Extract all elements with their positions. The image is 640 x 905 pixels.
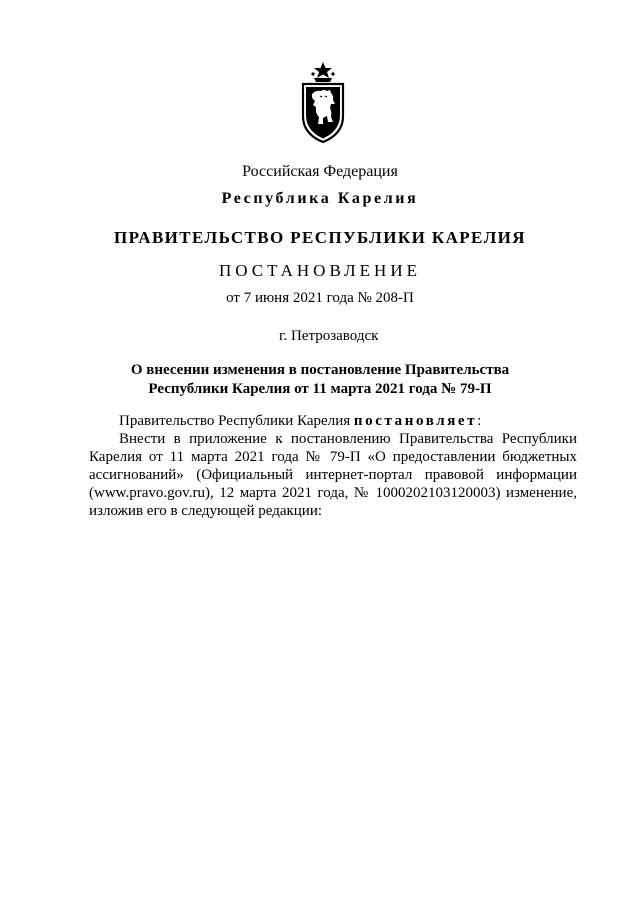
republic-name: Республика Карелия [221,190,419,207]
government-title: ПРАВИТЕЛЬСТВО РЕСПУБЛИКИ КАРЕЛИЯ [114,228,526,247]
document-date-number: от 7 июня 2021 года № 208-П [226,290,414,306]
document-title-line-2: Республики Карелия от 11 марта 2021 года № 79-П [148,381,492,397]
coat-of-arms-icon [297,60,349,144]
document-title [0,361,640,399]
country-name: Российская Федерация [242,163,398,180]
document-type: ПОСТАНОВЛЕНИЕ [218,261,421,280]
document-title-line-1: О внесении изменения в постановление Правительства [130,362,510,378]
intro-paragraph [89,412,577,430]
document-body [89,412,577,520]
intro-emphasis: постановляет [353,413,478,429]
intro-prefix: Правительство Республики Карелия [119,413,354,429]
document-city: г. Петрозаводск [279,328,379,344]
main-paragraph: Внести в приложение к постановлению Правительства Республики Карелия от 11 марта 2021 года № 79-П «О предоставлении бюджетных ассигнований» (Официальный интернет-портал правовой информации (www.pravo.gov.ru), 12 марта 2021 года, № 1000202103120003) изменение, изложив его в следующей редакции: [89,431,577,519]
intro-suffix: : [477,413,482,429]
